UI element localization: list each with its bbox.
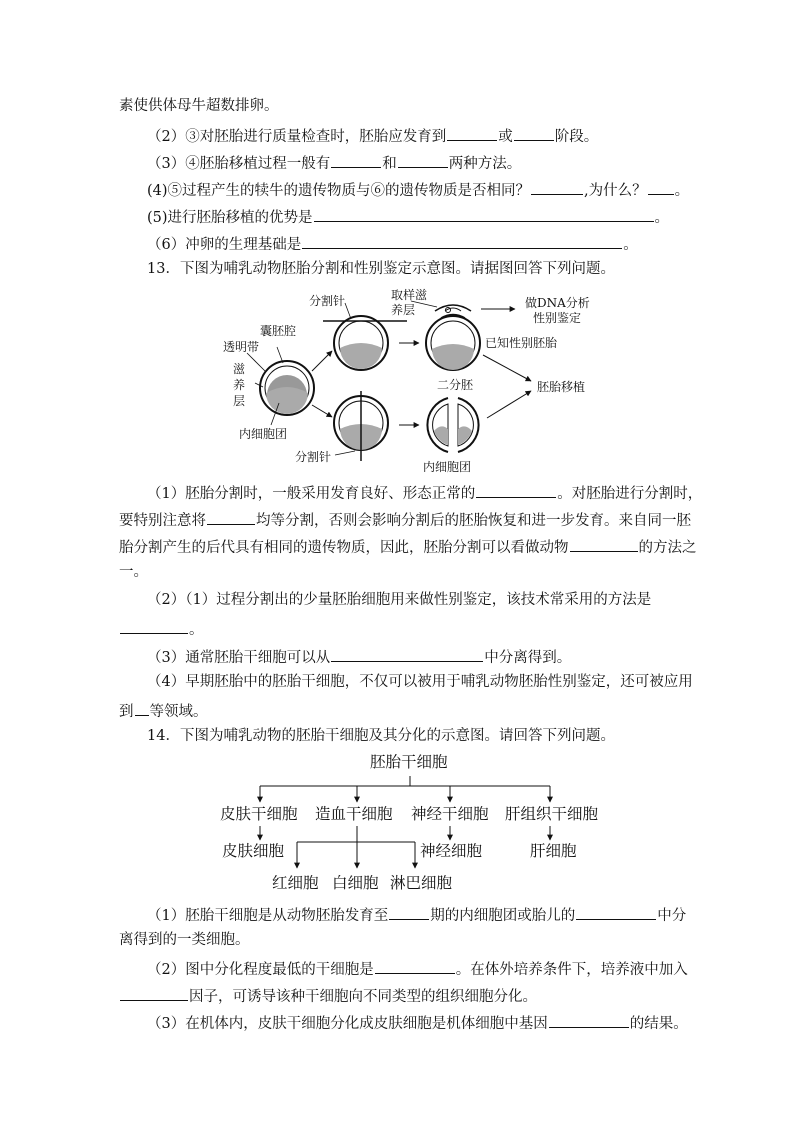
- answer-blank[interactable]: [476, 481, 556, 498]
- q12-line-3: (4)⑤过程产生的犊牛的遗传物质与⑥的遗传物质是否相同？ ,为什么？ 。: [147, 178, 689, 201]
- node-red-blood-cell: 红细胞: [272, 874, 319, 892]
- q13-p1-line1: （1）胚胎分割时，一般采用发育良好、形态正常的 。对胚胎进行分割时，: [147, 481, 702, 504]
- q12-line-1: （2）③对胚胎进行质量检查时，胚胎应发育到 或 阶段。: [147, 124, 598, 147]
- node-embryonic-stem-cell: 胚胎干细胞: [370, 753, 448, 771]
- q14-p2-line1: （2）图中分化程度最低的干细胞是 。在体外培养条件下，培养液中加入: [147, 957, 688, 980]
- node-hematopoietic-stem-cell: 造血干细胞: [315, 805, 393, 823]
- answer-blank[interactable]: [120, 984, 188, 1001]
- answer-blank[interactable]: [120, 617, 188, 634]
- label-embryo-transfer: 胚胎移植: [537, 380, 586, 394]
- answer-blank[interactable]: [389, 903, 429, 920]
- answer-blank[interactable]: [314, 205, 654, 222]
- answer-blank[interactable]: [531, 178, 583, 195]
- answer-blank[interactable]: [576, 903, 656, 920]
- node-skin-stem-cell: 皮肤干细胞: [220, 805, 298, 823]
- answer-blank[interactable]: [447, 124, 497, 141]
- q12-line-5: （6）冲卵的生理基础是 。: [147, 232, 638, 255]
- answer-blank[interactable]: [549, 1011, 629, 1028]
- label-blastocoel: 囊胚腔: [260, 324, 297, 338]
- blastocyst-bottom: [334, 391, 388, 461]
- q13-p4-line1: （4）早期胚胎中的胚胎干细胞，不仅可以被用于哺乳动物胚胎性别鉴定，还可被应用: [147, 674, 693, 690]
- label-trophectoderm-1: 滋: [233, 362, 246, 376]
- label-sex-identification: 性别鉴定: [533, 311, 582, 325]
- label-sample-trophectoderm-2: 养层: [391, 303, 416, 317]
- label-inner-cell-mass-2: 内细胞团: [423, 460, 472, 474]
- q13-p2-line2: 。: [119, 617, 204, 640]
- answer-blank[interactable]: [331, 645, 483, 662]
- label-trophectoderm-3: 层: [233, 394, 246, 408]
- answer-blank[interactable]: [514, 124, 554, 141]
- q12-line-2: （3）④胚胎移植过程一般有 和 两种方法。: [147, 151, 521, 174]
- answer-blank[interactable]: [648, 178, 674, 195]
- q13-p1-line3: 胎分割产生的后代具有相同的遗传物质，因此，胚胎分割可以看做动物 的方法之: [119, 535, 697, 558]
- stem-cell-differentiation-tree: [215, 748, 615, 896]
- q13-p2-line1: （2）（1）过程分割出的少量胚胎细胞用来做性别鉴定，该技术常采用的方法是: [147, 592, 652, 608]
- q13-p1-line2: 要特别注意将 均等分割，否则会影响分割后的胚胎恢复和进一步发育。来自同一胚: [119, 508, 691, 531]
- node-neural-stem-cell: 神经干细胞: [411, 805, 489, 823]
- answer-blank[interactable]: [135, 699, 149, 716]
- q14-p2-line2: 因子，可诱导该种干细胞向不同类型的组织细胞分化。: [119, 984, 537, 1007]
- embryo-splitting-diagram: [215, 283, 615, 475]
- q13-p1-line4: 一。: [119, 564, 148, 580]
- label-trophectoderm-2: 养: [233, 378, 246, 392]
- blastocyst-left: [260, 361, 314, 415]
- node-liver-cell: 肝细胞: [530, 842, 577, 860]
- q13-p4-line2: 到 等领域。: [119, 699, 208, 722]
- label-known-sex-embryo: 已知性别胚胎: [485, 336, 558, 350]
- q14-p1-line2: 离得到的一类细胞。: [119, 932, 250, 948]
- q14-stem: 14．下图为哺乳动物的胚胎干细胞及其分化的示意图。请回答下列问题。: [147, 728, 615, 744]
- answer-blank[interactable]: [207, 508, 255, 525]
- node-lymphocyte: 淋巴细胞: [390, 874, 453, 892]
- answer-blank[interactable]: [302, 232, 622, 249]
- label-dna-analysis: 做DNA分析: [525, 296, 590, 310]
- q14-p3: （3）在机体内，皮肤干细胞分化成皮肤细胞是机体细胞中基因 的结果。: [147, 1011, 688, 1034]
- label-sample-trophectoderm: 取样滋: [391, 288, 428, 302]
- q13-p3: （3）通常胚胎干细胞可以从 中分离得到。: [147, 645, 571, 668]
- label-inner-cell-mass: 内细胞团: [239, 427, 288, 441]
- blastocyst-top: [323, 316, 407, 370]
- label-cut-needle-top: 分割针: [309, 294, 346, 308]
- known-sex-embryo: [426, 315, 480, 371]
- label-zona-pellucida: 透明带: [223, 340, 260, 354]
- q12-line-0: 素使供体母牛超数排卵。: [119, 98, 279, 114]
- label-twin-embryo: 二分胚: [437, 378, 474, 392]
- answer-blank[interactable]: [570, 535, 638, 552]
- answer-blank[interactable]: [398, 151, 448, 168]
- twin-embryos: [427, 398, 478, 452]
- node-liver-stem-cell: 肝组织干细胞: [505, 805, 599, 823]
- node-white-blood-cell: 白细胞: [332, 874, 379, 892]
- answer-blank[interactable]: [331, 151, 381, 168]
- q13-stem: 13．下图为哺乳动物胚胎分割和性别鉴定示意图。请据图回答下列问题。: [147, 261, 615, 277]
- label-cut-needle-bottom: 分割针: [295, 450, 332, 464]
- sample-trophectoderm: [435, 305, 471, 313]
- node-neural-cell: 神经细胞: [420, 842, 483, 860]
- node-skin-cell: 皮肤细胞: [222, 842, 285, 860]
- answer-blank[interactable]: [375, 957, 455, 974]
- q12-line-4: (5)进行胚胎移植的优势是 。: [147, 205, 669, 228]
- q14-p1-line1: （1）胚胎干细胞是从动物胚胎发育至 期的内细胞团或胎儿的 中分: [147, 903, 686, 926]
